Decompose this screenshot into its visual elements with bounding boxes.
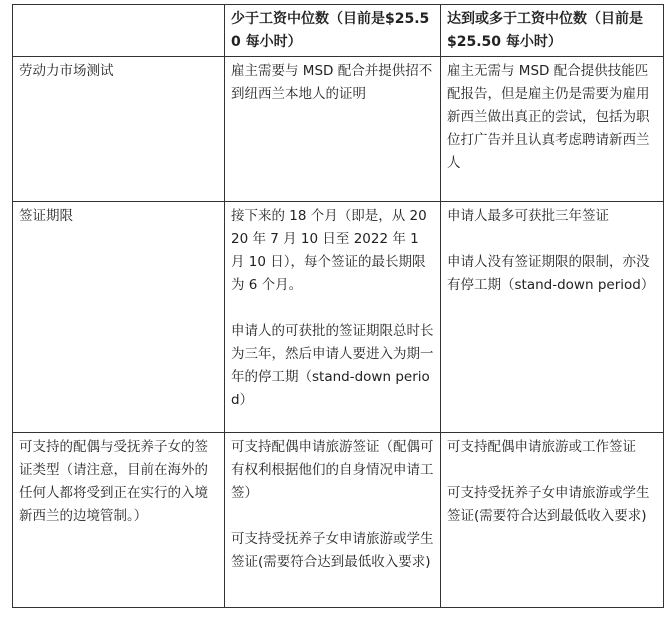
cell-paragraph: 申请人的可获批的签证期限总时长为三年，然后申请人要进入为期一年的停工期（stand-down period） — [231, 323, 434, 408]
row-label-text: 可支持的配偶与受抚养子女的签证类型（请注意，目前在海外的任何人都将受到正在实行的入境新西兰的边境管制。） — [19, 439, 208, 524]
at-or-above-median-cell — [441, 433, 664, 608]
criteria-header — [13, 5, 225, 57]
row-label — [13, 433, 225, 608]
below-median-header: 少于工资中位数（目前是$25.50 每小时） — [225, 5, 441, 57]
cell-paragraph: 可支持配偶申请旅游或工作签证 — [447, 439, 636, 455]
table-row-partner-children-visa — [13, 433, 664, 608]
cell-paragraph: 接下来的 18 个月（即是，从 2020 年 7 月 10 日至 2022 年 1 月 10 日），每个签证的最长期限为 6 个月。 — [231, 208, 427, 293]
at-or-above-median-cell — [441, 202, 664, 433]
row-label — [13, 202, 225, 433]
cell-paragraph: 申请人最多可获批三年签证 — [447, 208, 609, 224]
row-label-text: 劳动力市场测试 — [19, 63, 114, 79]
table-row-labour-market-test — [13, 57, 664, 202]
row-label-text: 签证期限 — [19, 208, 73, 224]
cell-paragraph: 可支持受抚养子女申请旅游或学生签证(需要符合达到最低收入要求) — [231, 531, 434, 570]
at-or-above-median-cell — [441, 57, 664, 202]
below-median-cell — [225, 433, 441, 608]
below-median-cell — [225, 57, 441, 202]
at-or-above-median-header: 达到或多于工资中位数（目前是$25.50 每小时） — [441, 5, 664, 57]
cell-paragraph: 可支持受抚养子女申请旅游或学生签证(需要符合达到最低收入要求) — [447, 485, 650, 524]
policy-comparison-table — [12, 4, 664, 608]
table-header-row — [13, 5, 664, 57]
below-median-cell — [225, 202, 441, 433]
row-label — [13, 57, 225, 202]
cell-paragraph: 可支持配偶申请旅游签证（配偶可有权利根据他们的自身情况申请工签） — [231, 439, 434, 501]
cell-paragraph: 申请人没有签证期限的限制，亦没有停工期（stand-down period） — [447, 254, 655, 293]
cell-paragraph: 雇主无需与 MSD 配合提供技能匹配报告，但是雇主仍是需要为雇用新西兰做出真正的尝试，包括为职位打广告并且认真考虑聘请新西兰人 — [447, 63, 650, 171]
table-row-visa-duration — [13, 202, 664, 433]
cell-paragraph: 雇主需要与 MSD 配合并提供招不到纽西兰本地人的证明 — [231, 63, 433, 102]
